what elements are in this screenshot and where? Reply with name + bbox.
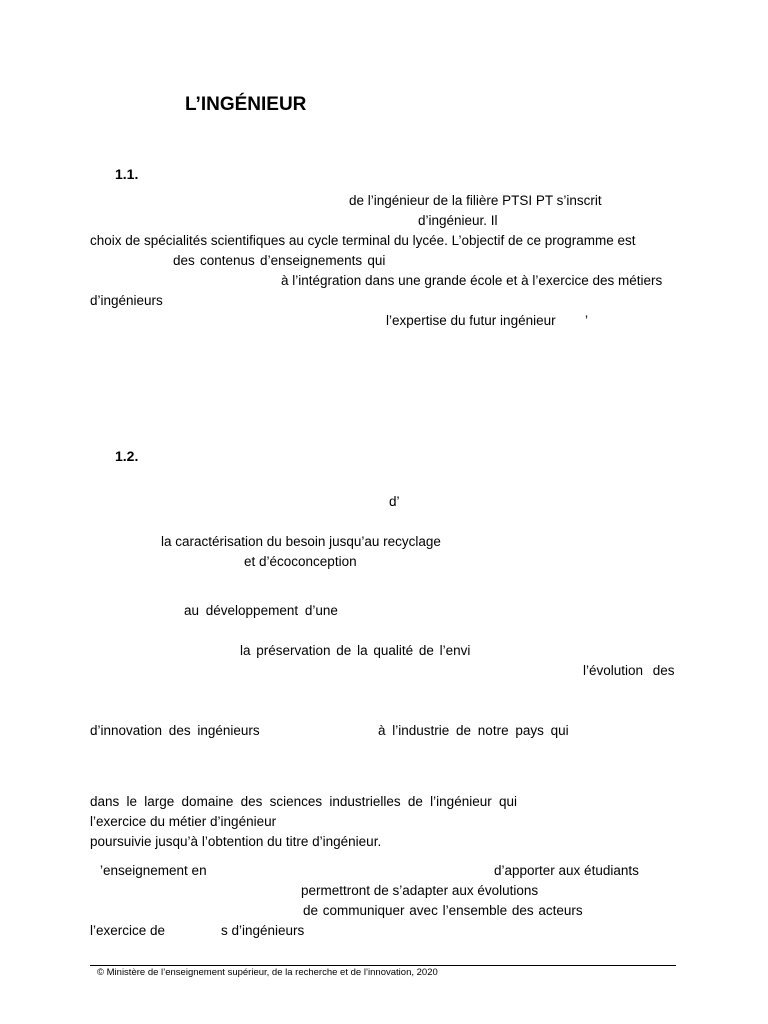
text-line: d’ingénieur. Il bbox=[418, 213, 498, 228]
text-line: à l’intégration dans une grande école et à l’exercice des métiers bbox=[281, 273, 663, 288]
text-line: l’exercice de bbox=[90, 923, 166, 938]
text-line: à l’industrie de notre pays qui bbox=[378, 723, 569, 738]
text-line: et d’écoconception bbox=[244, 554, 357, 569]
text-line: l’exercice du métier d’ingénieur bbox=[90, 814, 277, 829]
document-title: L’INGÉNIEUR bbox=[185, 94, 307, 115]
text-line: au développement d’une bbox=[184, 603, 338, 618]
text-line: permettront de s’adapter aux évolutions bbox=[301, 883, 539, 898]
text-line: de communiquer avec l’ensemble des acteurs bbox=[303, 903, 583, 918]
text-line: choix de spécialités scientifiques au cycle terminal du lycée. L’objectif de ce programme est bbox=[90, 233, 636, 248]
text-line: la préservation de la qualité de l’envi bbox=[240, 643, 471, 658]
text-line: d’ bbox=[389, 494, 400, 509]
text-line: poursuivie jusqu’à l’obtention du titre d’ingénieur. bbox=[90, 834, 382, 849]
text-line: ’enseignement en bbox=[100, 863, 207, 878]
text-line: des contenus d’enseignements qui bbox=[173, 253, 386, 268]
section-heading-1-1: 1.1. bbox=[115, 166, 139, 182]
section-heading-1-2: 1.2. bbox=[115, 448, 139, 464]
text-line: d’apporter aux étudiants bbox=[494, 863, 639, 878]
text-line: l’expertise du futur ingénieur bbox=[386, 313, 556, 328]
footer-copyright: © Ministère de l’enseignement supérieur, de la recherche et de l’innovation, 2020 bbox=[97, 967, 438, 978]
text-line: ’ bbox=[585, 313, 588, 328]
text-line: s d’ingénieurs bbox=[221, 923, 305, 938]
text-line: d’innovation des ingénieurs bbox=[90, 723, 260, 738]
text-line: l’évolution des bbox=[583, 663, 675, 678]
text-line: la caractérisation du besoin jusqu’au recyclage bbox=[161, 534, 441, 549]
text-line: de l’ingénieur de la filière PTSI PT s’inscrit bbox=[349, 193, 602, 208]
text-line: d’ingénieurs bbox=[90, 293, 163, 308]
footer-divider bbox=[90, 965, 676, 966]
text-line: dans le large domaine des sciences industrielles de l’ingénieur qui bbox=[90, 794, 517, 809]
